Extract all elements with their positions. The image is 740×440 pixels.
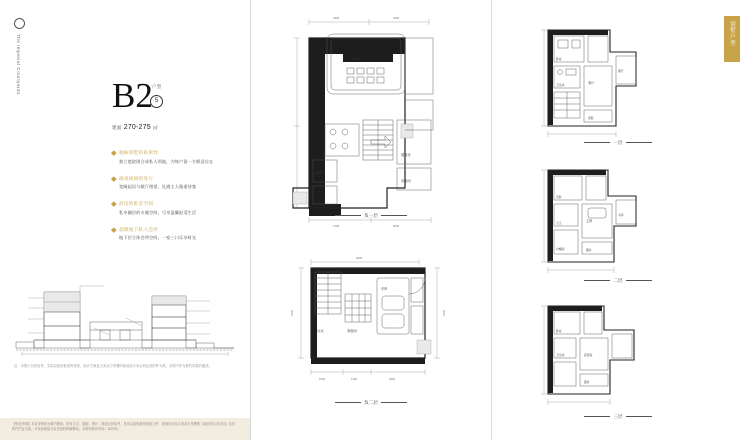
room-label: 家政间 bbox=[347, 329, 357, 333]
page-title: B2 bbox=[112, 76, 153, 115]
dim-label: 2700 bbox=[333, 224, 340, 228]
room-label: 卫生间 bbox=[556, 83, 565, 87]
caption-text: 二层 bbox=[613, 278, 623, 283]
plan-caption-level2 bbox=[538, 278, 698, 284]
brand-vertical-text: The Imperial Courtyards bbox=[16, 34, 21, 95]
room-label: 储藏间 bbox=[315, 171, 325, 175]
feature-heading: 超级地下私人会所 bbox=[112, 227, 237, 233]
plan-level2-drawing bbox=[538, 160, 738, 280]
plan-level3-drawing bbox=[538, 296, 738, 416]
elevation-note: 注：本图示仅供参考，实际以政府批准的规划、设计方案及买卖双方签署的商品房买卖合同及其附件为准，本图不作为要约或要约邀请。 bbox=[14, 364, 212, 368]
dim-label: 2400 bbox=[442, 309, 446, 316]
room-label: 次卧 bbox=[556, 195, 562, 199]
feature-list bbox=[112, 150, 237, 252]
dim-label: 2400 bbox=[290, 309, 294, 316]
feature-body: 地下层立体会所空间，一家三口乐享时光 bbox=[119, 235, 197, 240]
dim-label: 6600 bbox=[393, 224, 400, 228]
footer-disclaimer-bar bbox=[0, 418, 250, 440]
feature-heading: 舒适的卧室空间 bbox=[112, 201, 237, 207]
room-label: 衣帽间 bbox=[556, 247, 565, 251]
plan-caption-level1 bbox=[538, 140, 698, 146]
plan-caption-level3 bbox=[538, 414, 698, 420]
plan-floor2-drawing bbox=[251, 248, 491, 398]
room-label: 影音室 bbox=[351, 57, 361, 61]
feature-item bbox=[112, 201, 237, 216]
area-range: 270-275 bbox=[123, 124, 151, 131]
room-label: 书房 bbox=[618, 213, 624, 217]
plan-caption-floor2 bbox=[251, 400, 491, 406]
dim-label: 4200 bbox=[393, 16, 400, 20]
title-superscript: 户型 bbox=[152, 84, 162, 89]
room-label: 设备间 bbox=[401, 179, 411, 183]
footer-disclaimer-text: 【免责声明】本宣传资料为要约邀请，所有文字、数据、图片、图表仅供参考，具体以政府最终批准文件、规划设计及买卖双方签署的《商品房买卖合同》及其附件约定为准。开发商保留对宣传资料的解释权，本资料制作时间：2023年。 bbox=[12, 422, 236, 431]
left-panel bbox=[0, 0, 250, 440]
caption-text: 负一层 bbox=[364, 213, 378, 218]
room-label: 车库 bbox=[381, 287, 388, 291]
room-label: 卧室 bbox=[556, 329, 562, 333]
feature-body: 私享圈层的专属空间，尽享温馨舒适生活 bbox=[119, 209, 197, 215]
room-label: 主卧 bbox=[586, 219, 593, 223]
feature-body: 宽阔起居与敞厅相望，礼遇主人隆重待客 bbox=[119, 184, 197, 189]
caption-text: 一层 bbox=[613, 140, 623, 145]
room-label: 露台 bbox=[584, 380, 590, 384]
plan-caption-floor1 bbox=[251, 213, 491, 219]
feature-heading: 独栋别墅的私密性 bbox=[112, 150, 237, 156]
title-badge: 5 bbox=[150, 95, 163, 108]
section-tab-label: 别墅户型 bbox=[729, 21, 735, 47]
elevation-drawing bbox=[14, 278, 236, 356]
area-prefix: 建面 bbox=[112, 125, 122, 130]
feature-heading: 挑高挑阔的客厅 bbox=[112, 176, 237, 182]
room-label: 卧室 bbox=[556, 57, 562, 61]
feature-item bbox=[112, 227, 237, 242]
room-label: 餐厅 bbox=[618, 69, 624, 73]
room-label: 主卫 bbox=[556, 221, 562, 225]
dim-label: 3300 bbox=[333, 16, 340, 20]
area-unit: ㎡ bbox=[153, 125, 158, 130]
feature-item bbox=[112, 176, 237, 191]
room-label: 卫生间 bbox=[556, 353, 565, 357]
dim-label: 1300 bbox=[351, 377, 358, 381]
caption-text: 负二层 bbox=[364, 400, 378, 405]
area-spec bbox=[112, 124, 158, 131]
room-label: 客厅 bbox=[588, 81, 595, 85]
room-label: 卫生间 bbox=[315, 329, 324, 333]
middle-panel bbox=[251, 0, 491, 440]
right-panel bbox=[492, 0, 740, 440]
feature-item bbox=[112, 150, 237, 165]
dim-label: 1500 bbox=[319, 377, 326, 381]
plan-floor1-drawing bbox=[251, 8, 491, 248]
room-label: 露台 bbox=[586, 248, 592, 252]
room-label: 起居室 bbox=[584, 353, 593, 357]
room-label: 庭院 bbox=[588, 116, 594, 120]
plan-level1-drawing bbox=[538, 14, 738, 144]
dim-label: 4000 bbox=[356, 256, 363, 260]
room-label: 健身房 bbox=[401, 153, 411, 157]
feature-body: 独立庭院围合成私人领地，为每户留一方惬意自在 bbox=[119, 158, 214, 164]
caption-text: 三层 bbox=[613, 414, 623, 419]
dim-label: 4000 bbox=[389, 377, 396, 381]
logo-icon bbox=[14, 18, 25, 29]
